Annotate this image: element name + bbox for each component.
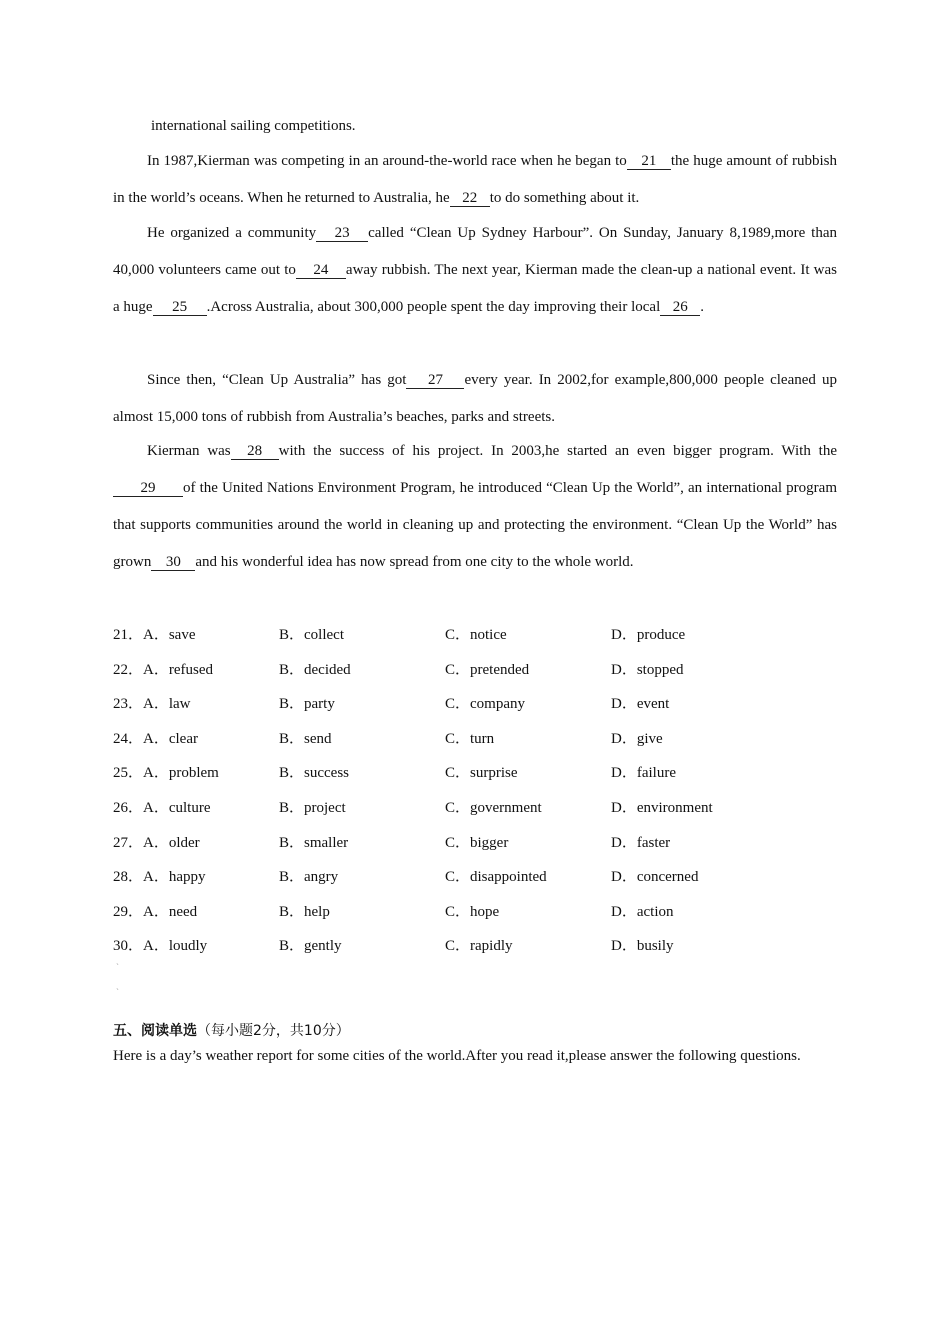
passage-paragraph-2 — [113, 143, 837, 217]
option-d: D．environment — [611, 799, 713, 816]
blank-21: 21 — [627, 154, 671, 170]
text: of the United Nations Environment Program, he introduced “Clean Up the World”, an international program that supports communities around the world in cleaning up and protecting the environment. “Clean Up the World” has grown — [113, 480, 837, 570]
question-row — [113, 860, 837, 895]
passage-paragraph-4 — [113, 362, 837, 436]
option-b: B．angry — [279, 869, 339, 886]
text: with the success of his project. In 2003,he started an even bigger program. With the — [278, 443, 837, 459]
answer-options — [113, 618, 837, 964]
blank-28: 28 — [231, 444, 279, 460]
text: the huge amount of rubbish in the world’s oceans. When he returned to Australia, he — [113, 153, 837, 206]
option-a: 30．A．loudly — [113, 938, 208, 955]
blank-26: 26 — [660, 300, 700, 316]
passage-paragraph-5 — [113, 433, 837, 581]
option-c: C．surprise — [445, 765, 518, 782]
option-a: 23．A．law — [113, 696, 191, 713]
option-a: 28．A．happy — [113, 869, 206, 886]
option-c: C．notice — [445, 627, 507, 643]
option-d: D．concerned — [611, 869, 699, 886]
text: away rubbish. The next year, Kierman made the clean-up a national event. It was a huge — [113, 262, 837, 315]
text: . — [700, 299, 704, 315]
blank-25: 25 — [153, 300, 207, 316]
question-row — [113, 687, 837, 722]
question-row — [113, 722, 837, 757]
option-b: B．project — [279, 799, 346, 816]
text: .Across Australia, about 300,000 people spent the day improving their local — [206, 299, 661, 315]
question-row — [113, 618, 837, 653]
text: Kierman was — [147, 443, 231, 459]
option-a: 27．A．older — [113, 834, 200, 851]
text: Here is a day’s weather report for some cities of the world.After you read it,please answer the following questions. — [113, 1048, 801, 1064]
text: to do something about it. — [489, 190, 640, 206]
option-b: B．help — [279, 903, 330, 920]
question-row — [113, 895, 837, 930]
question-row — [113, 791, 837, 826]
text: Since then, “Clean Up Australia” has got — [147, 372, 407, 388]
option-c: C．disappointed — [445, 869, 547, 886]
question-row — [113, 756, 837, 791]
option-a: 26．A．culture — [113, 799, 211, 816]
option-a: 29．A．need — [113, 903, 198, 920]
option-d: D．busily — [611, 938, 674, 955]
question-row — [113, 826, 837, 861]
option-a: 22．A．refused — [113, 661, 213, 678]
text: called “Clean Up Sydney Harbour”. On Sunday, January 8,1989,more than 40,000 volunteers came out to — [113, 225, 838, 278]
text: every year. In 2002,for example,800,000 people cleaned up almost 15,000 tons of rubbish from Australia’s beaches, parks and streets. — [113, 372, 838, 425]
blank-29: 29 — [113, 481, 183, 497]
blank-27: 27 — [406, 373, 464, 389]
option-a: 25．A．problem — [113, 765, 219, 782]
option-c: C．hope — [445, 903, 500, 920]
option-b: B．gently — [279, 938, 342, 955]
text: and his wonderful idea has now spread from one city to the whole world. — [195, 554, 634, 570]
option-a: 24．A．clear — [113, 730, 198, 747]
option-b: B．send — [279, 730, 332, 747]
section-intro — [113, 1038, 837, 1075]
blank-23: 23 — [316, 226, 368, 242]
passage-paragraph-1 — [113, 108, 837, 145]
paragraph-mark: ` — [116, 987, 119, 997]
option-d: D．give — [611, 730, 663, 747]
paragraph-mark: ` — [116, 962, 119, 972]
question-row — [113, 653, 837, 688]
option-c: C．government — [445, 799, 542, 816]
option-b: B．smaller — [279, 834, 349, 851]
option-d: D．failure — [611, 765, 676, 782]
option-d: D．action — [611, 903, 674, 920]
option-c: C．rapidly — [445, 938, 513, 955]
section-title: 五、阅读单选 — [113, 1023, 197, 1039]
option-b: B．success — [279, 765, 349, 782]
option-d: D．produce — [611, 627, 686, 643]
option-b: B．party — [279, 696, 335, 713]
option-b: B．decided — [279, 661, 351, 678]
option-c: C．bigger — [445, 834, 509, 851]
option-c: C．company — [445, 696, 525, 713]
question-row — [113, 929, 837, 964]
option-a: 21．A．save — [113, 627, 196, 643]
option-c: C．turn — [445, 730, 495, 747]
option-d: D．stopped — [611, 661, 684, 678]
option-b: B．collect — [279, 627, 344, 643]
text: He organized a community — [147, 225, 317, 241]
text: In 1987,Kierman was competing in an around-the-world race when he began to — [147, 153, 627, 169]
section-subtitle: （每小题2分，共10分） — [197, 1023, 350, 1039]
passage-paragraph-3 — [113, 215, 837, 326]
text: international sailing competitions. — [151, 118, 356, 134]
option-c: C．pretended — [445, 661, 530, 678]
option-d: D．event — [611, 696, 670, 713]
blank-24: 24 — [296, 263, 346, 279]
option-d: D．faster — [611, 834, 671, 851]
blank-30: 30 — [151, 555, 195, 571]
blank-22: 22 — [450, 191, 490, 207]
